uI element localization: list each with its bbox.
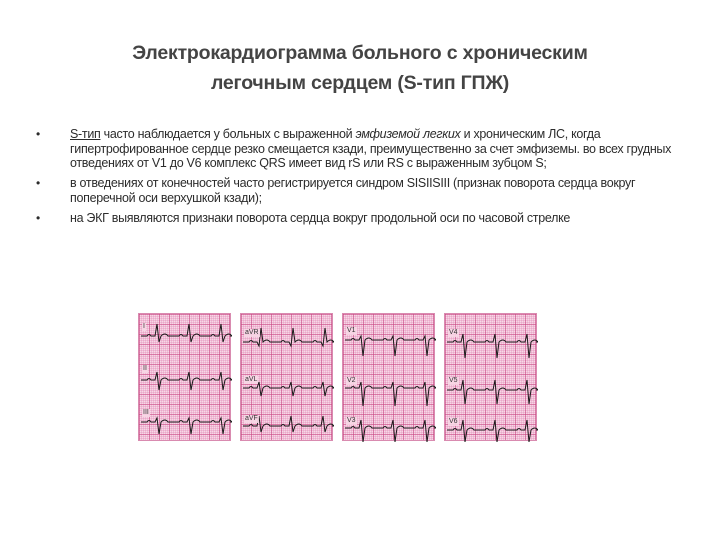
lead-label-v1: V1 — [347, 327, 356, 334]
ecg-traces-v4-v6 — [445, 314, 538, 442]
bullet-3-text: на ЭКГ выявляются признаки поворота сердца вокруг продольной оси по часовой стрелке — [70, 210, 571, 225]
bullet-dot: • — [36, 210, 40, 225]
ecg-panel-limb-leads — [138, 313, 231, 441]
title-line-2: легочным сердцем (S-тип ГПЖ) — [210, 72, 510, 94]
bullet-item-1 — [34, 127, 674, 171]
bullet-1-text-a: часто наблюдается у больных с выраженной — [100, 127, 356, 141]
bullet-item-2 — [34, 176, 674, 205]
lead-label-v4: V4 — [449, 329, 458, 336]
lead-label-v2: V2 — [347, 377, 356, 384]
ecg-panel-chest-v1-v3 — [342, 313, 435, 441]
ecg-trace — [141, 372, 232, 390]
ecg-trace — [447, 380, 538, 404]
bullet-dot: • — [36, 127, 40, 141]
ecg-panel-chest-v4-v6 — [444, 313, 537, 441]
ecg-panel-augmented-leads — [240, 313, 333, 441]
lead-label-avr: aVR — [245, 329, 259, 336]
bullet-list — [34, 127, 674, 230]
bullet-1-text-b: и хроническим ЛС, когда гипертрофированное сердце резко смещается кзади, преимущественно за счет эмфиземы. во всех грудных отведениях от V1 до V6 комплекс QRS имеет вид rS или RS с выраженным зубцом S; — [70, 127, 672, 171]
ecg-traces-v1-v3 — [343, 314, 436, 442]
ecg-trace — [243, 382, 334, 396]
bullet-dot: • — [36, 176, 40, 191]
ecg-trace — [141, 418, 232, 434]
ecg-trace — [141, 324, 232, 342]
ecg-trace — [447, 334, 538, 358]
ecg-trace — [447, 420, 538, 442]
bullet-1-lead: S-тип — [70, 127, 101, 141]
title-line-1: Электрокардиограмма больного с хроническим — [132, 42, 588, 64]
lead-label-v6: V6 — [449, 418, 458, 425]
bullet-item-3 — [34, 211, 674, 226]
lead-label-i: I — [143, 323, 145, 330]
lead-label-v5: V5 — [449, 377, 458, 384]
lead-label-avl: aVL — [245, 376, 258, 383]
lead-label-avf: aVF — [245, 415, 258, 422]
ecg-traces-limb — [139, 314, 232, 442]
ecg-trace — [345, 382, 436, 406]
lead-label-iii: III — [143, 409, 149, 416]
lead-label-v3: V3 — [347, 417, 356, 424]
slide-title — [0, 38, 720, 98]
ecg-figure — [138, 313, 564, 441]
lead-label-ii: II — [143, 365, 147, 372]
bullet-1-emphasis: эмфиземой легких — [355, 127, 461, 141]
bullet-2-text: в отведениях от конечностей часто регистрируется синдром SISIISIII (признак поворота сердца вокруг поперечной оси верхушкой кзади); — [70, 176, 636, 205]
ecg-trace — [345, 420, 436, 442]
ecg-trace — [345, 336, 436, 356]
